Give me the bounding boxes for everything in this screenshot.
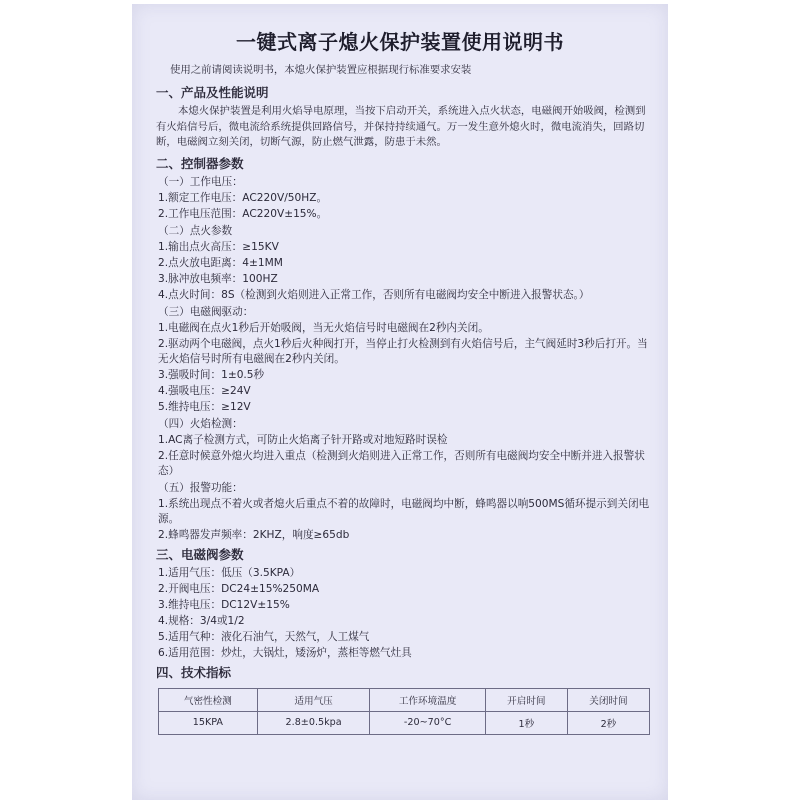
param-item: 4.点火时间：8S（检测到火焰则进入正常工作，否则所有电磁阀均安全中断进入报警状态。） (158, 288, 590, 301)
valve-param-item: 2.开阀电压：DC24±15%250MA (158, 582, 320, 595)
param-item: 2.工作电压范围：AC220V±15%。 (158, 207, 328, 220)
group-label-voltage: （一）工作电压： (158, 175, 243, 188)
param-item: 1.输出点火高压：≥15KV (158, 240, 279, 253)
intro-line: 使用之前请阅读说明书，本熄火保护装置应根据现行标准要求安装 (170, 64, 472, 76)
table-header-cell: 气密性检测 (159, 688, 258, 711)
param-item: 2.任意时候意外熄火均进入重点（检测到火焰则进入正常工作，否则所有电磁阀均安全中断并进入报警状态） (158, 449, 645, 477)
param-item: 2.蜂鸣器发声频率：2KHZ，响度≥65db (158, 528, 350, 541)
param-item: 1.系统出现点不着火或者熄火后重点不着的故障时，电磁阀均中断，蜂鸣器以响500MS循环提示到关闭电源。 (158, 497, 650, 525)
valve-param-item: 6.适用范围：炒灶，大锅灶，矮汤炉，蒸柜等燃气灶具 (158, 646, 412, 659)
group-label-valve-drive: （三）电磁阀驱动： (158, 305, 254, 318)
table-header-cell: 工作环境温度 (370, 688, 485, 711)
document-title: 一键式离子熄火保护装置使用说明书 (236, 30, 564, 54)
table-cell: 1秒 (485, 711, 567, 734)
valve-param-item: 3.维持电压：DC12V±15% (158, 598, 290, 611)
param-item: 5.维持电压：≥12V (158, 400, 251, 413)
table-cell: 2.8±0.5kpa (257, 711, 370, 734)
param-item: 1.额定工作电压：AC220V/50HZ。 (158, 191, 328, 204)
table-header-cell: 开启时间 (485, 688, 567, 711)
table-row (159, 711, 650, 734)
group-label-alarm: （五）报警功能： (158, 481, 243, 494)
table-header-cell: 关闭时间 (567, 688, 649, 711)
table-cell: -20~70°C (370, 711, 485, 734)
table-cell: 2秒 (567, 711, 649, 734)
param-item: 1.AC离子检测方式，可防止火焰离子针开路或对地短路时误检 (158, 433, 448, 446)
valve-param-item: 1.适用气压：低压（3.5KPA） (158, 566, 301, 579)
tech-spec-table (158, 688, 650, 735)
param-item: 1.电磁阀在点火1秒后开始吸阀，当无火焰信号时电磁阀在2秒内关闭。 (158, 321, 489, 334)
table-header-cell: 适用气压 (257, 688, 370, 711)
section-heading-3: 三、电磁阀参数 (156, 546, 244, 562)
section-heading-4: 四、技术指标 (156, 664, 232, 680)
param-item: 3.脉冲放电频率：100HZ (158, 272, 278, 285)
param-item: 2.点火放电距离：4±1MM (158, 256, 283, 269)
group-label-flame-detection: （四）火焰检测： (158, 417, 243, 430)
group-label-ignition: （二）点火参数 (158, 224, 233, 237)
param-item: 4.强吸电压：≥24V (158, 384, 251, 397)
document-content (150, 26, 650, 735)
param-item: 3.强吸时间：1±0.5秒 (158, 368, 265, 381)
valve-param-item: 5.适用气种：液化石油气，天然气，人工煤气 (158, 630, 370, 643)
valve-param-item: 4.规格：3/4或1/2 (158, 614, 245, 627)
section-1-body: 本熄火保护装置是利用火焰导电原理，当按下启动开关，系统进入点火状态，电磁阀开始吸阀，检测到有火焰信号后，微电流给系统提供回路信号，并保持持续通气。万一发生意外熄火时，微电流消失，回路切断，电磁阀立刻关闭，切断气源，防止燃气泄露，防患于未然。 (156, 105, 646, 148)
table-header-row (159, 688, 650, 711)
param-item: 2.驱动两个电磁阀，点火1秒后火种阀打开，当停止打火检测到有火焰信号后，主气阀延时3秒后打开。当无火焰信号时所有电磁阀在2秒内关闭。 (158, 337, 648, 365)
section-heading-2: 二、控制器参数 (156, 155, 244, 171)
table-cell: 15KPA (159, 711, 258, 734)
section-heading-1: 一、产品及性能说明 (156, 85, 269, 100)
